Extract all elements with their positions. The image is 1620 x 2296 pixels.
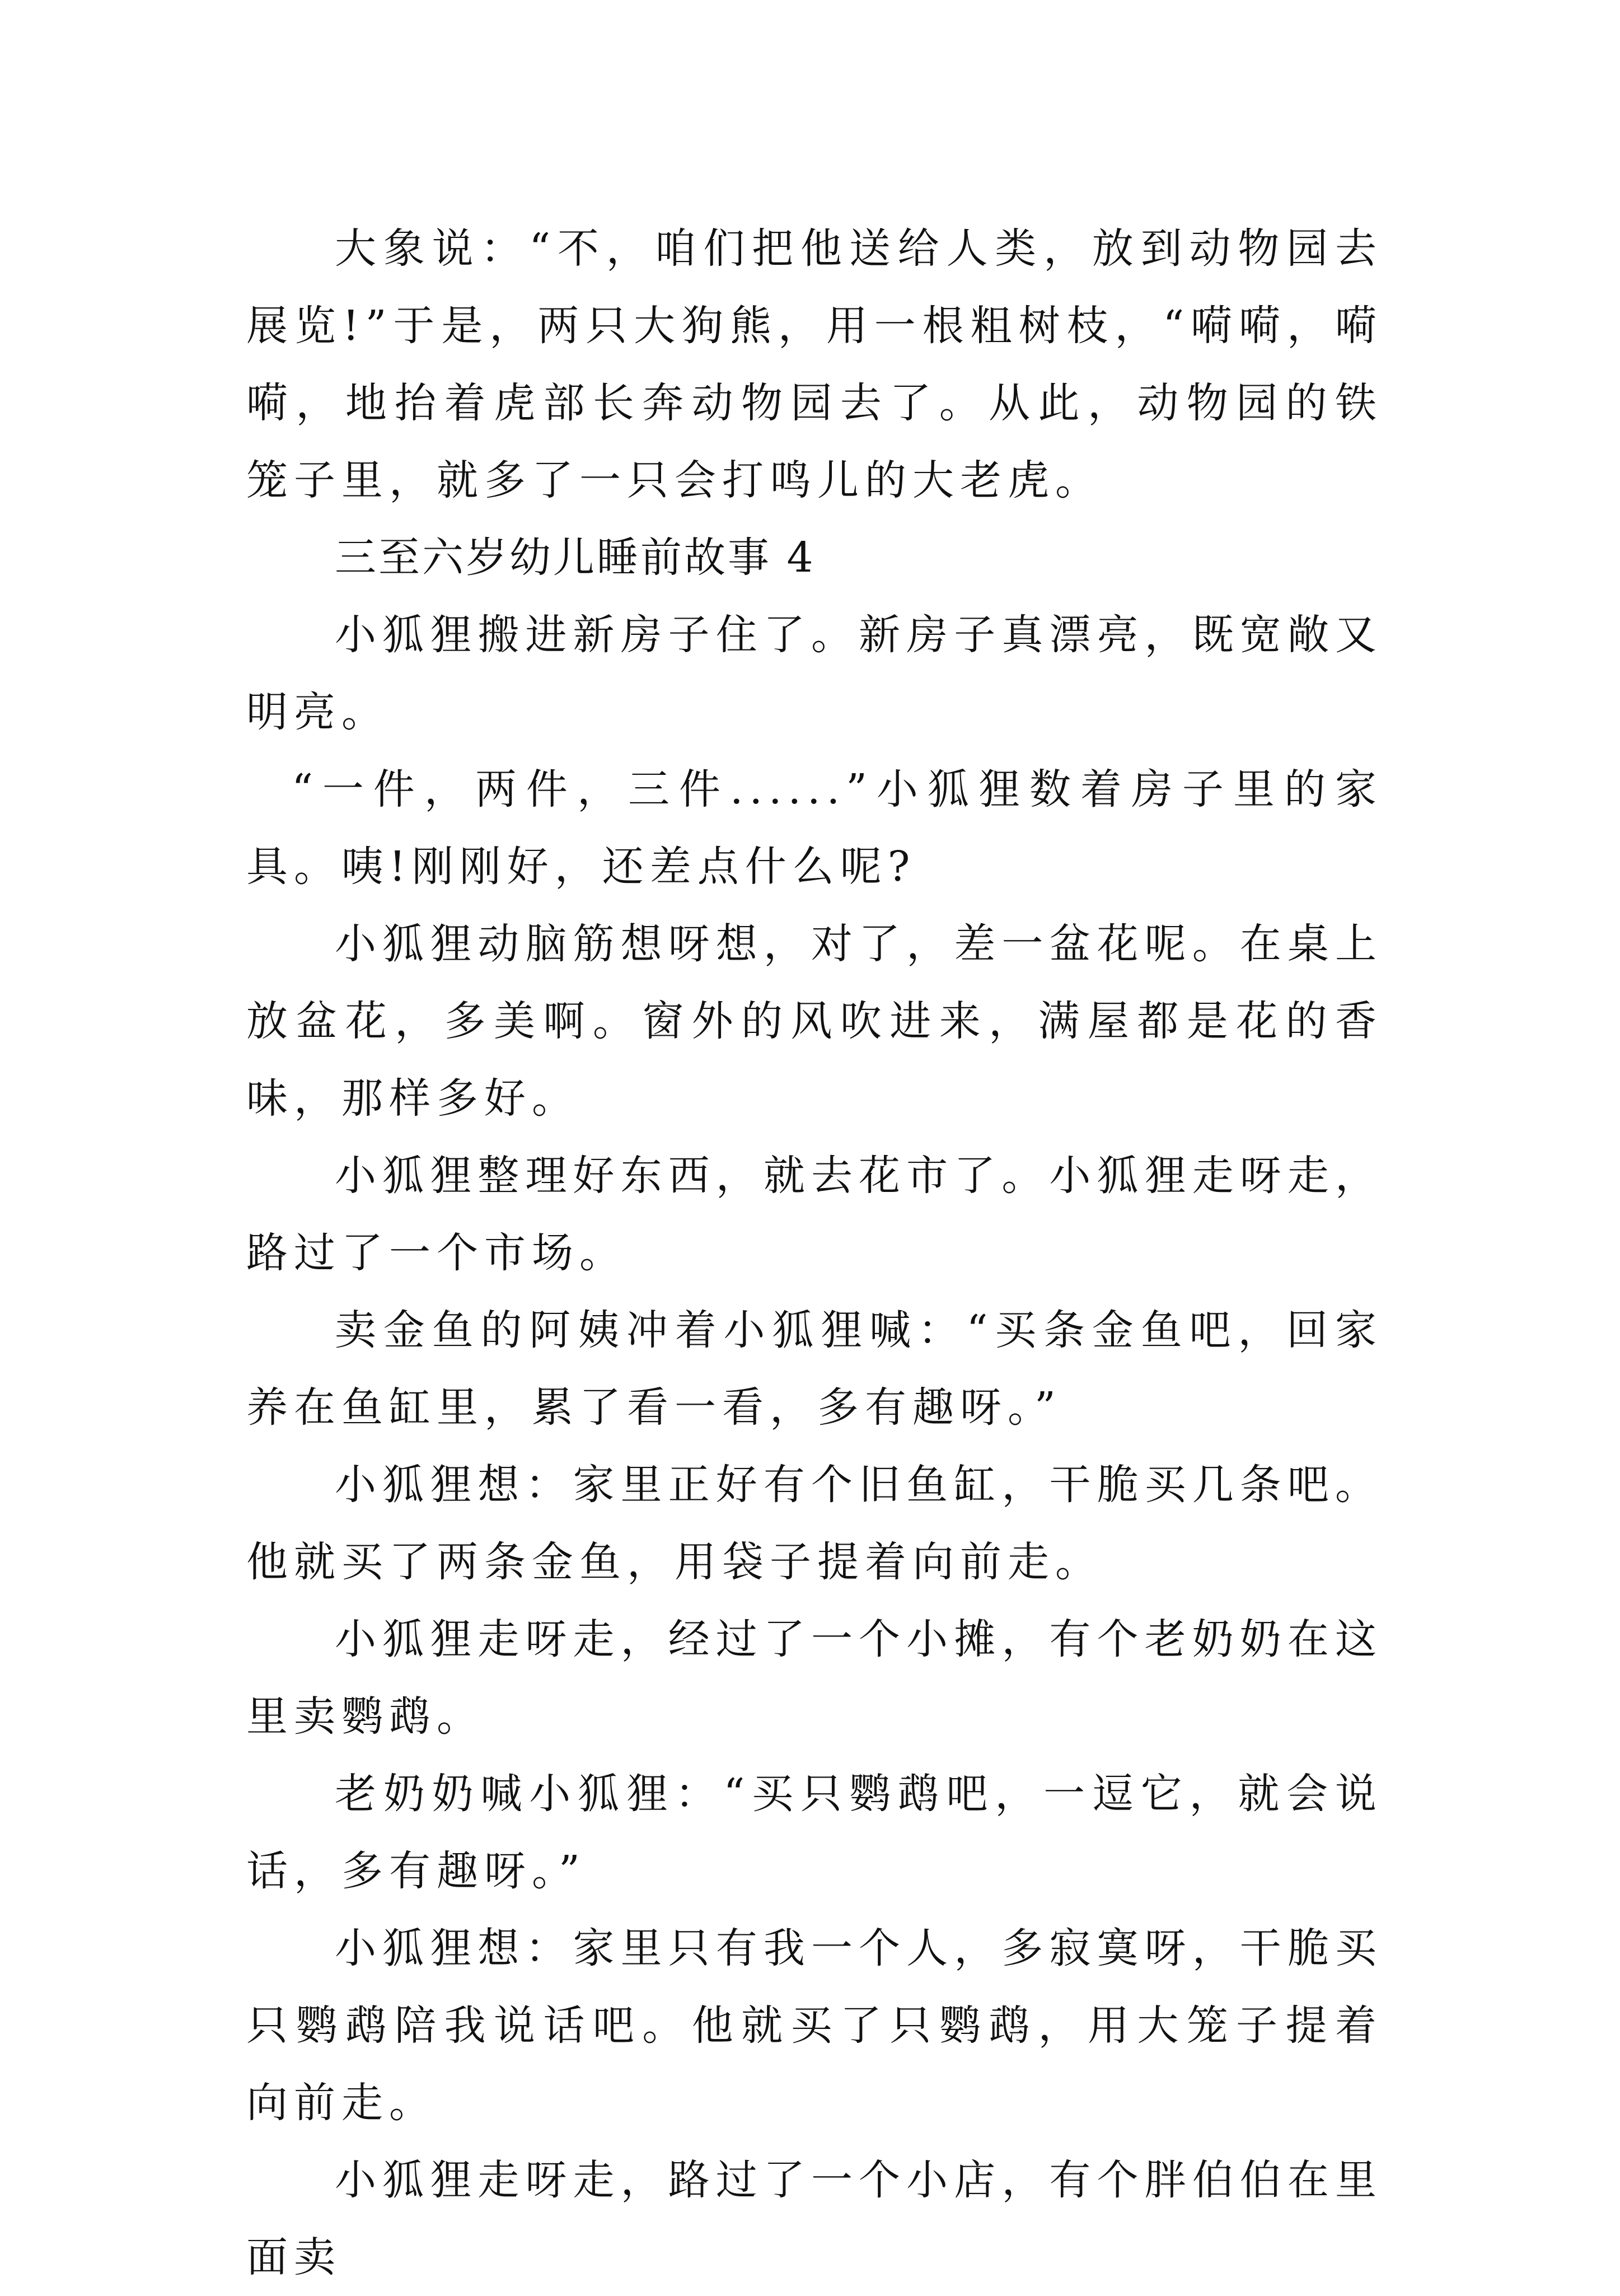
story-heading: 三至六岁幼儿睡前故事 4 (335, 534, 816, 582)
paragraph: 老奶奶喊小狐狸：“买只鹦鹉吧，一逗它，就会说话，多有趣呀。” (246, 1770, 1383, 1895)
document-body (246, 210, 1383, 2296)
paragraph: 小狐狸动脑筋想呀想，对了，差一盆花呢。在桌上放盆花，多美啊。窗外的风吹进来，满屋都是花的香味，那样多好。 (246, 920, 1383, 1123)
paragraph: 小狐狸走呀走，路过了一个小店，有个胖伯伯在里面卖 (246, 2156, 1383, 2281)
paragraph: 卖金鱼的阿姨冲着小狐狸喊：“买条金鱼吧，回家养在鱼缸里，累了看一看，多有趣呀。” (246, 1306, 1383, 1432)
paragraph: 小狐狸想：家里只有我一个人，多寂寞呀，干脆买只鹦鹉陪我说话吧。他就买了只鹦鹉，用大笼子提着向前走。 (246, 1924, 1383, 2127)
paragraph: “一件，两件，三件......”小狐狸数着房子里的家具。咦!刚刚好，还差点什么呢? (246, 765, 1383, 891)
paragraph: 小狐狸走呀走，经过了一个小摊，有个老奶奶在这里卖鹦鹉。 (246, 1615, 1383, 1741)
paragraph: 小狐狸搬进新房子住了。新房子真漂亮，既宽敞又明亮。 (246, 611, 1383, 736)
paragraph: 大象说：“不，咱们把他送给人类，放到动物园去展览!”于是，两只大狗熊，用一根粗树枝，“嗬嗬，嗬嗬，地抬着虎部长奔动物园去了。从此，动物园的铁笼子里，就多了一只会打鸣儿的大老虎。 (246, 225, 1383, 504)
paragraph: 小狐狸整理好东西，就去花市了。小狐狸走呀走，路过了一个市场。 (246, 1152, 1383, 1277)
paragraph: 小狐狸想：家里正好有个旧鱼缸，干脆买几条吧。他就买了两条金鱼，用袋子提着向前走。 (246, 1461, 1383, 1586)
